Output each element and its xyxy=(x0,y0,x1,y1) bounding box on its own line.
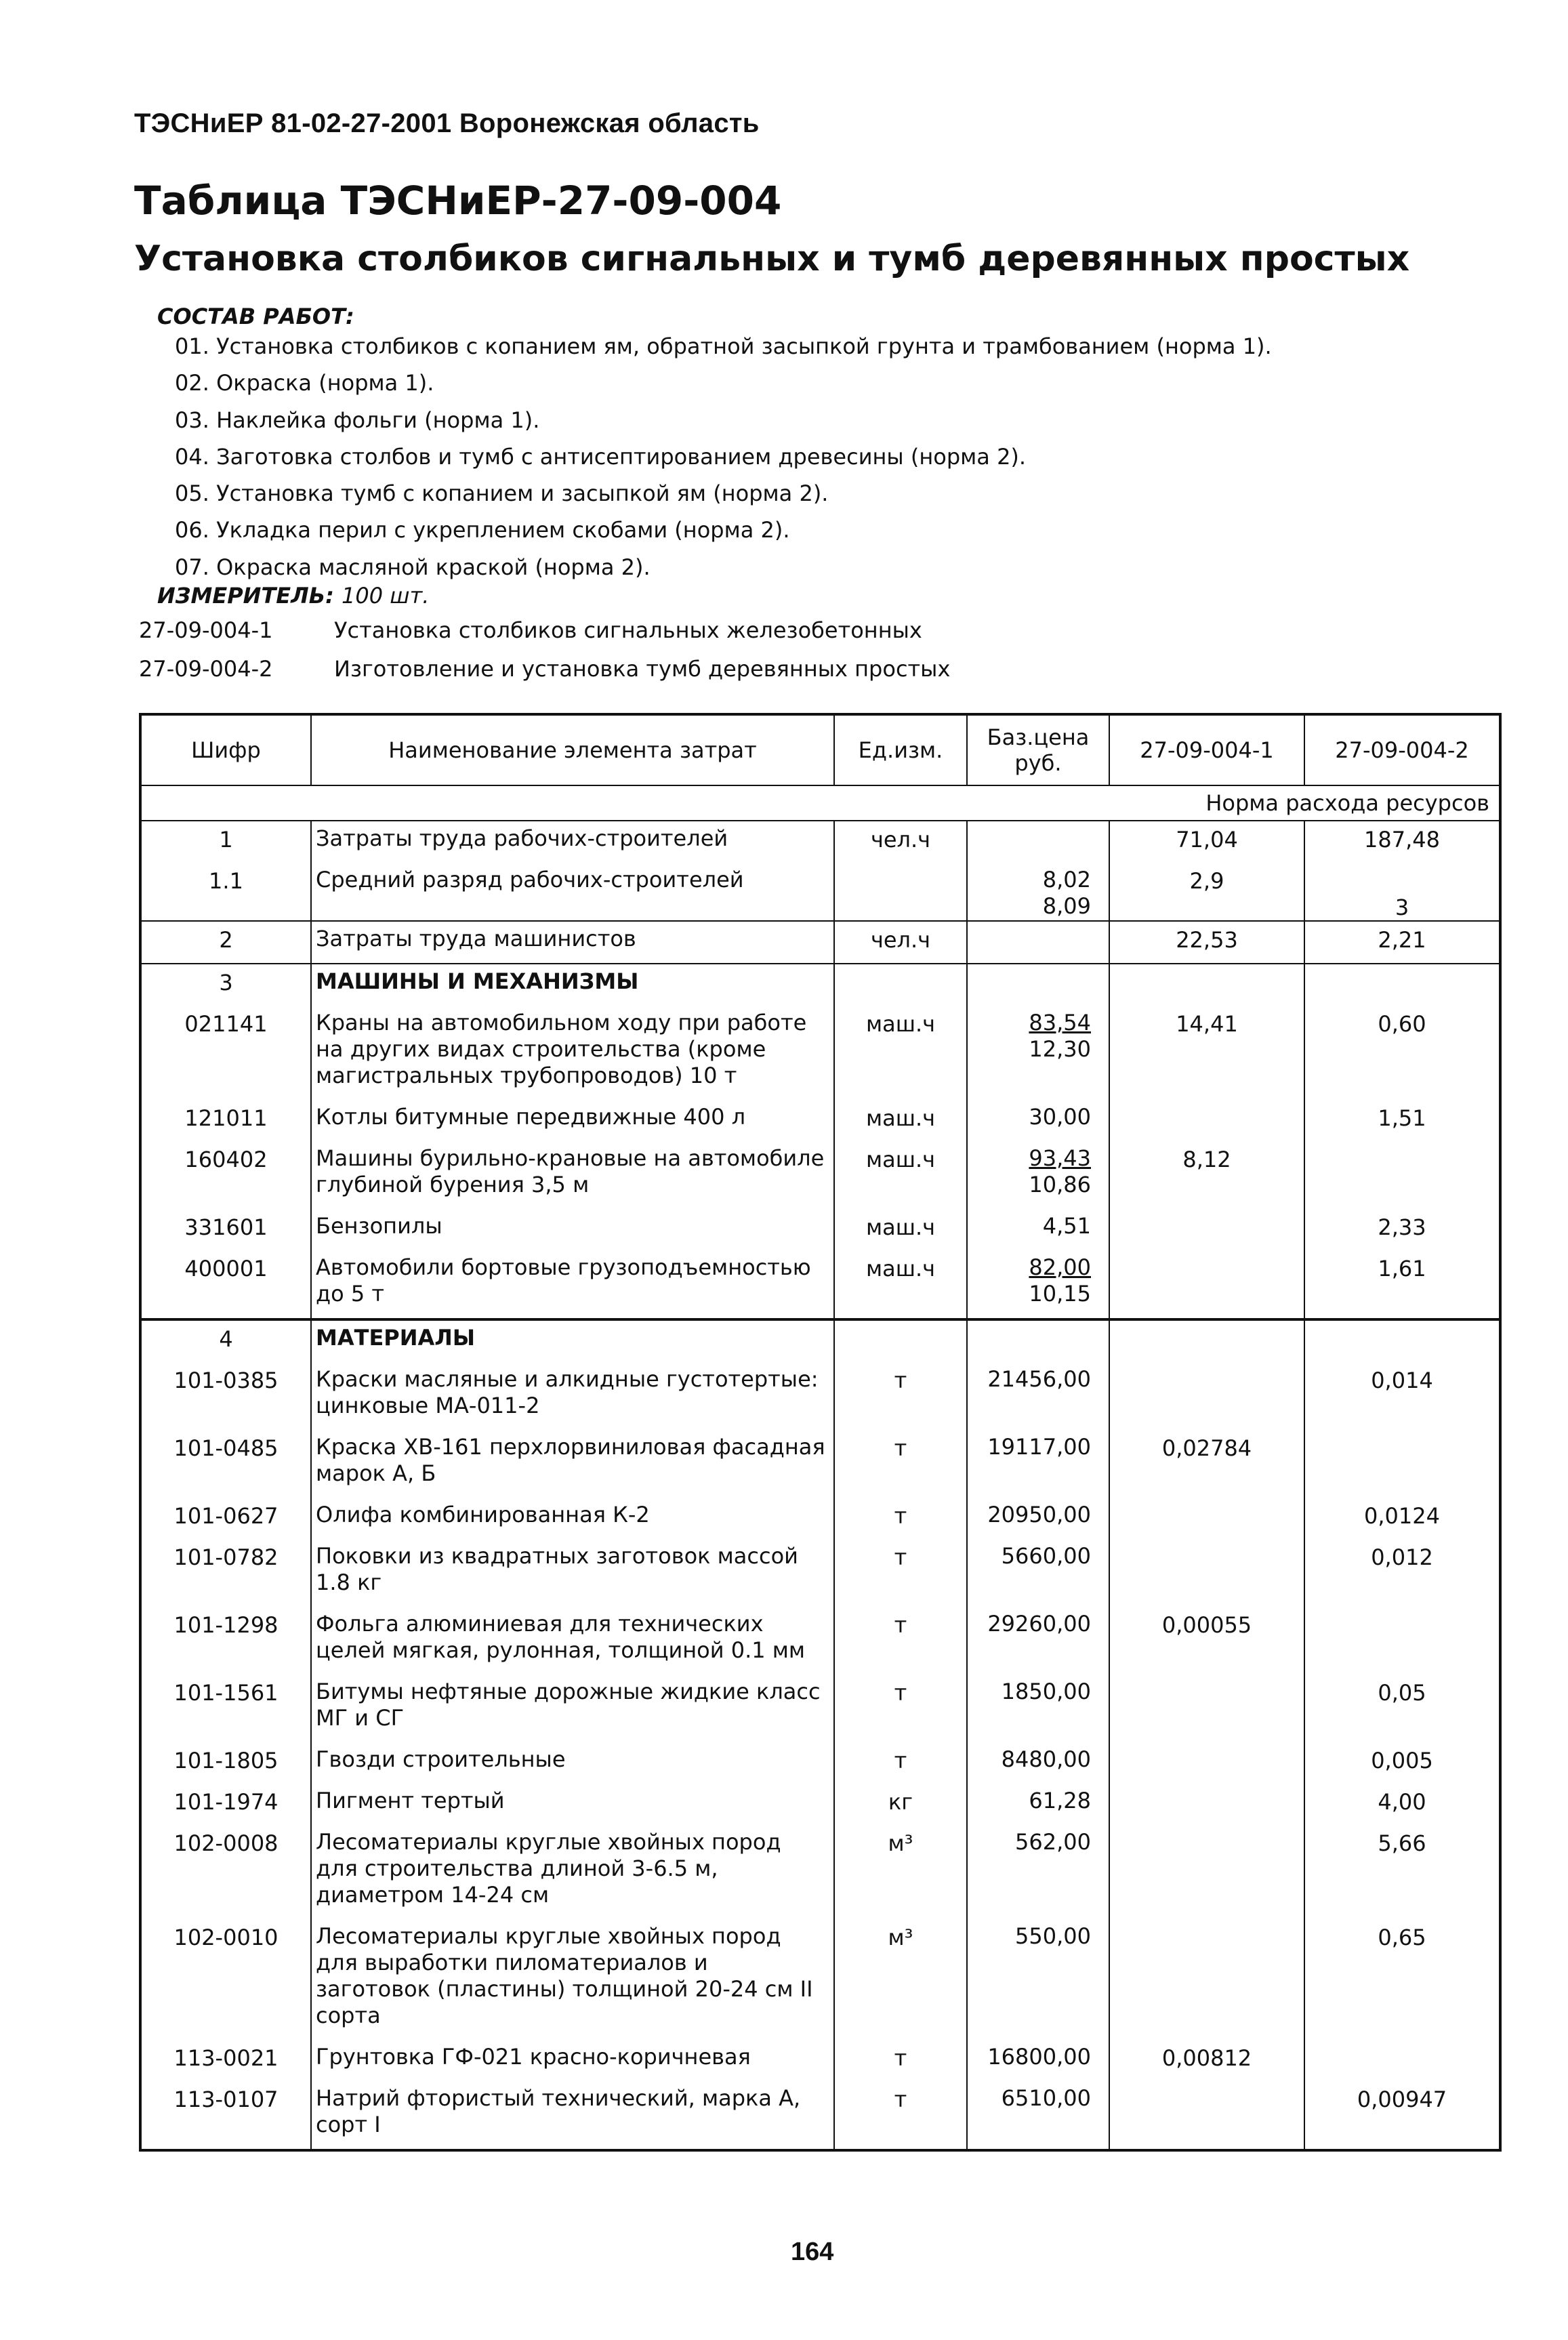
table-row: 101-0782 Поковки из квадратных заготовок массой 1.8 кг т 5660,00 0,012 xyxy=(140,1539,1500,1607)
table-row: 102-0008 Лесоматериалы круглые хвойных пород для строительства длиной 3-6.5 м, диаметром 14-24 см м³ 562,00 5,66 xyxy=(140,1825,1500,1919)
col-price-header: Баз.цена руб. xyxy=(967,714,1109,785)
table-row: 101-0385 Краски масляные и алкидные густотертые: цинковые МА-011-2 т 21456,00 0,014 xyxy=(140,1362,1500,1430)
work-item: 04. Заготовка столбов и тумб с антисептированием древесины (норма 2). xyxy=(175,443,1027,470)
composition-label: СОСТАВ РАБОТ: xyxy=(157,304,354,329)
col-norm1-header: 27-09-004-1 xyxy=(1109,714,1304,785)
document-header: ТЭСНиЕР 81-02-27-2001 Воронежская область xyxy=(134,108,760,138)
table-subtitle: Установка столбиков сигнальных и тумб деревянных простых xyxy=(134,239,1410,279)
variant-code: 27-09-004-2 xyxy=(139,656,273,682)
work-item: 05. Установка тумб с копанием и засыпкой ям (норма 2). xyxy=(175,480,829,507)
col-code-header: Шифр xyxy=(140,714,311,785)
table-row: 1 Затраты труда рабочих-строителей чел.ч 71,04 187,48 xyxy=(140,821,1500,863)
work-item: 03. Наклейка фольги (норма 1). xyxy=(175,407,540,433)
variant-name: Изготовление и установка тумб деревянных простых xyxy=(334,656,951,682)
table-header-row xyxy=(140,714,1500,785)
col-unit-header: Ед.изм. xyxy=(834,714,967,785)
table-row: 400001 Автомобили бортовые грузоподъемностью до 5 т маш.ч 82,00 10,15 1,61 xyxy=(140,1250,1500,1319)
table-row: 113-0107 Натрий фтористый технический, марка А, сорт I т 6510,00 0,00947 xyxy=(140,2081,1500,2150)
table-row: 2 Затраты труда машинистов чел.ч 22,53 2,21 xyxy=(140,921,1500,964)
work-item: 06. Укладка перил с укреплением скобами (норма 2). xyxy=(175,517,790,543)
meter-unit: 100 шт. xyxy=(342,583,430,609)
col-norm2-header: 27-09-004-2 xyxy=(1304,714,1500,785)
table-row: 021141 Краны на автомобильном ходу при работе на других видах строительства (кроме магистральных трубопроводов) 10 т маш.ч 83,54 12,30 14,41 0,60 xyxy=(140,1006,1500,1100)
work-item: 02. Окраска (норма 1). xyxy=(175,370,434,396)
variant-code: 27-09-004-1 xyxy=(139,617,273,643)
table-row: 160402 Машины бурильно-крановые на автомобиле глубиной бурения 3,5 м маш.ч 93,43 10,86 8,12 xyxy=(140,1141,1500,1209)
col-name-header: Наименование элемента затрат xyxy=(311,714,834,785)
norm-header: Норма расхода ресурсов xyxy=(140,785,1500,821)
table-row: 102-0010 Лесоматериалы круглые хвойных пород для выработки пиломатериалов и заготовок (пластины) толщиной 20-24 см II сорта м³ 550,00 0,65 xyxy=(140,1919,1500,2040)
table-row: 113-0021 Грунтовка ГФ-021 красно-коричневая т 16800,00 0,00812 xyxy=(140,2040,1500,2081)
work-item: 07. Окраска масляной краской (норма 2). xyxy=(175,554,651,580)
table-row: 101-1298 Фольга алюминиевая для технических целей мягкая, рулонная, толщиной 0.1 мм т 29260,00 0,00055 xyxy=(140,1607,1500,1675)
variant-name: Установка столбиков сигнальных железобетонных xyxy=(334,617,922,643)
section-row: 3 МАШИНЫ И МЕХАНИЗМЫ xyxy=(140,964,1500,1006)
table-row: 1.1 Средний разряд рабочих-строителей 8,02 8,09 2,9 3 xyxy=(140,863,1500,921)
page-number: 164 xyxy=(791,2238,834,2266)
variant-list xyxy=(139,611,950,689)
resource-table xyxy=(139,713,1502,2152)
meter-line xyxy=(157,583,429,609)
meter-label: ИЗМЕРИТЕЛЬ: xyxy=(157,583,334,609)
section-row: 4 МАТЕРИАЛЫ xyxy=(140,1319,1500,1362)
table-title: Таблица ТЭСНиЕР-27-09-004 xyxy=(134,178,782,224)
variant-item xyxy=(139,650,950,689)
norm-header-row xyxy=(140,785,1500,821)
variant-item xyxy=(139,611,950,650)
table-row: 101-0627 Олифа комбинированная К-2 т 20950,00 0,0124 xyxy=(140,1498,1500,1539)
work-item: 01. Установка столбиков с копанием ям, обратной засыпкой грунта и трамбованием (норма 1). xyxy=(175,333,1272,359)
table-row: 101-1805 Гвозди строительные т 8480,00 0,005 xyxy=(140,1742,1500,1784)
table-row: 121011 Котлы битумные передвижные 400 л маш.ч 30,00 1,51 xyxy=(140,1100,1500,1141)
table-row: 331601 Бензопилы маш.ч 4,51 2,33 xyxy=(140,1209,1500,1250)
table-row: 101-1974 Пигмент тертый кг 61,28 4,00 xyxy=(140,1784,1500,1825)
work-list xyxy=(175,328,1272,586)
table-row: 101-1561 Битумы нефтяные дорожные жидкие класс МГ и СГ т 1850,00 0,05 xyxy=(140,1675,1500,1742)
table-row: 101-0485 Краска ХВ-161 перхлорвиниловая фасадная марок А, Б т 19117,00 0,02784 xyxy=(140,1430,1500,1498)
